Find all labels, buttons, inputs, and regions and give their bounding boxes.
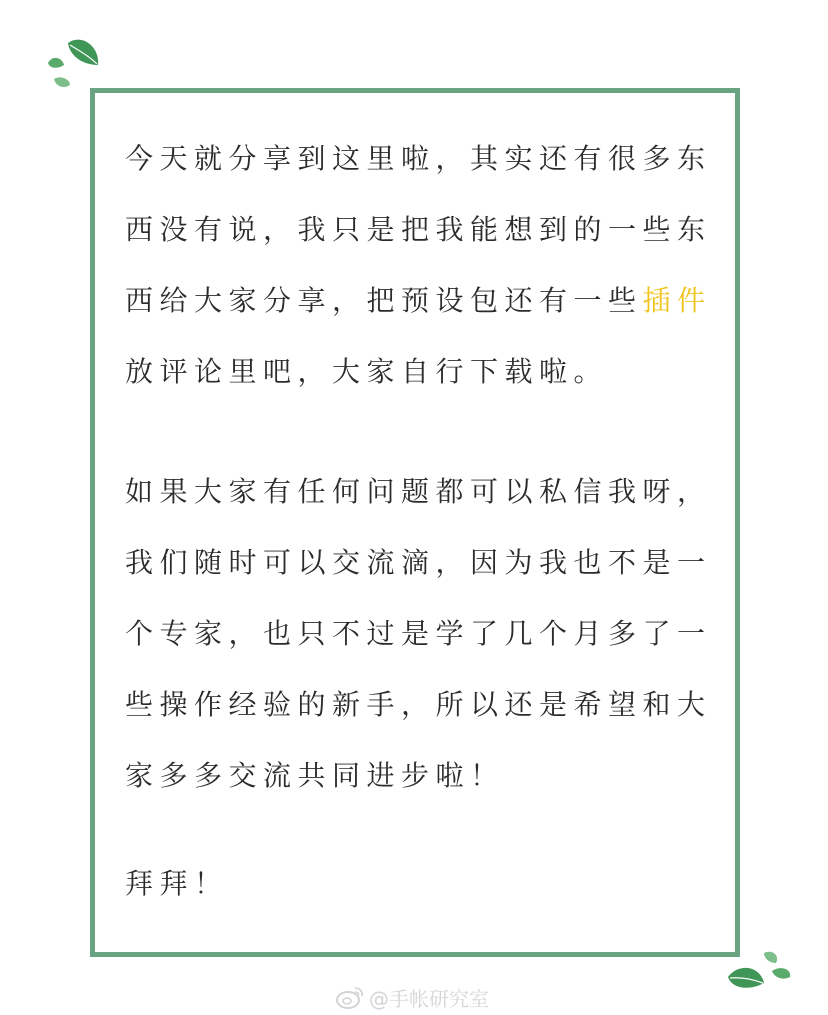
leaf-cluster-bottom-right-icon: [720, 945, 800, 1005]
paragraph-line: 拜拜！: [125, 867, 229, 900]
paragraph-line: 家多多交流共同进步啦！: [125, 759, 505, 792]
paragraph-line: 放评论里吧，大家自行下载啦。: [125, 355, 609, 388]
paragraph-line: 我们随时可以交流滴，因为我也不是一: [125, 546, 712, 579]
paragraph-line: 西没有说，我只是把我能想到的一些东: [125, 213, 712, 246]
paragraph-line-text: 西给大家分享，把预设包还有一些: [125, 284, 643, 317]
paragraph-2: [125, 456, 715, 811]
leaf-cluster-top-left-icon: [40, 35, 110, 95]
paragraph-line: 今天就分享到这里啦，其实还有很多东: [125, 142, 712, 175]
paragraph-line: 些操作经验的新手，所以还是希望和大: [125, 688, 712, 721]
watermark: [335, 982, 489, 1012]
paragraph-3: [125, 848, 715, 919]
paragraph-line: [125, 265, 715, 336]
paragraph-line: 个专家，也只不过是学了几个月多了一: [125, 617, 712, 650]
paragraph-line: 如果大家有任何问题都可以私信我呀，: [125, 475, 712, 508]
watermark-text: @手帐研究室: [369, 986, 489, 1011]
highlighted-keyword: 插件: [642, 284, 712, 317]
weibo-icon: [335, 984, 365, 1010]
paragraph-1: [125, 123, 715, 407]
